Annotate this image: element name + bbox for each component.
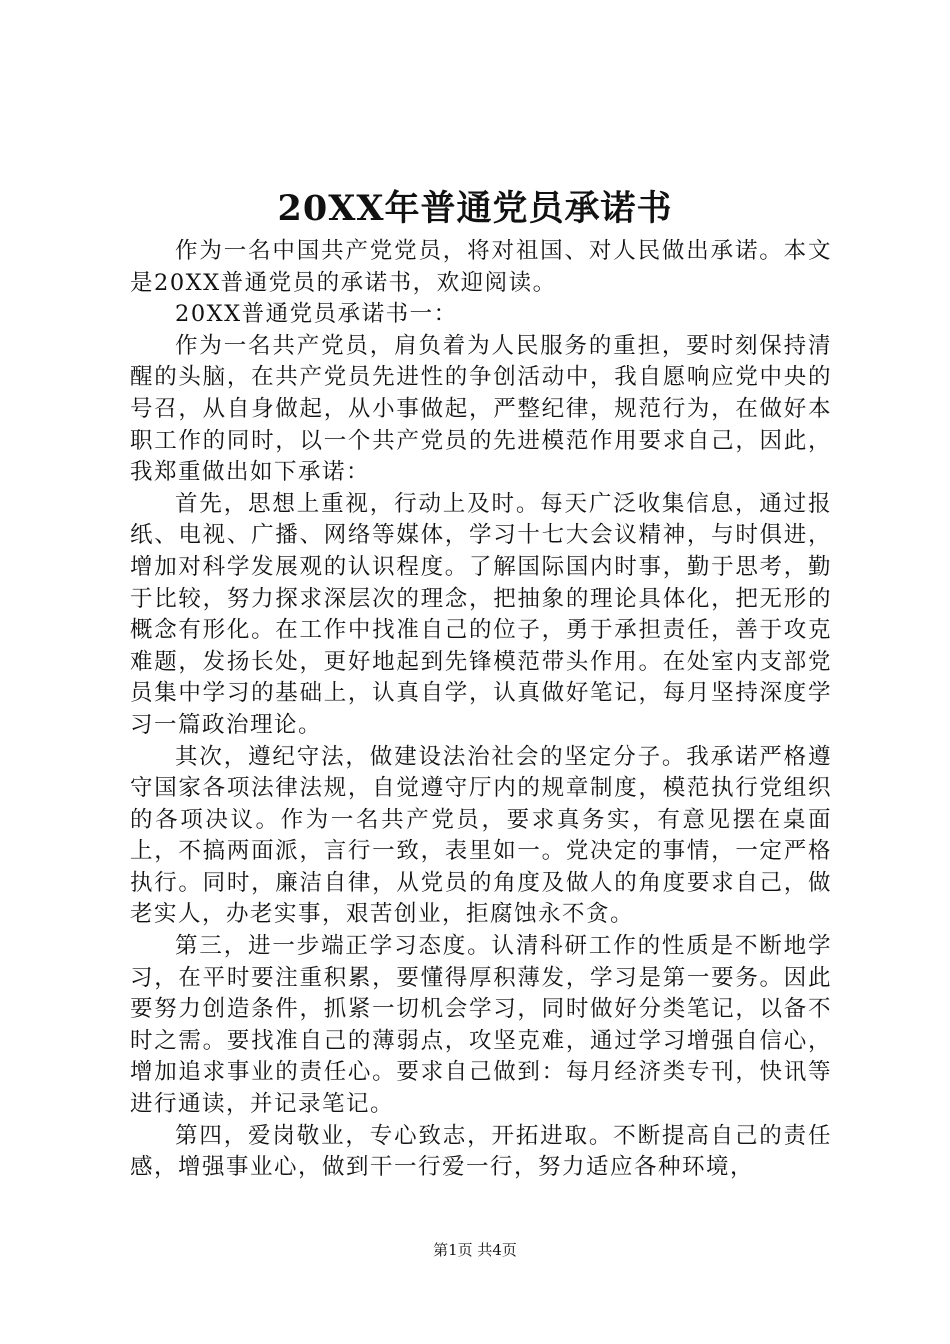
- document-body: [130, 236, 832, 1184]
- paragraph-pledge-preamble: 作为一名共产党员，肩负着为人民服务的重担，要时刻保持清醒的头脑，在共产党员先进性的争创活动中，我自愿响应党中央的号召，从自身做起，从小事做起，严整纪律，规范行为，在做好本职工作的同时，以一个共产党员的先进模范作用要求自己，因此，我郑重做出如下承诺：: [130, 332, 832, 486]
- paragraph-third-point: 第三，进一步端正学习态度。认清科研工作的性质是不断地学习，在平时要注重积累，要懂得厚积薄发，学习是第一要务。因此要努力创造条件，抓紧一切机会学习，同时做好分类笔记，以备不时之需。要找准自己的薄弱点，攻坚克难，通过学习增强自信心，增加追求事业的责任心。要求自己做到：每月经济类专刊，快讯等进行通读，并记录笔记。: [130, 933, 832, 1118]
- paragraph-subheading: 20XX普通党员承诺书一：: [175, 301, 458, 328]
- page-footer: 第1页 共4页: [433, 1241, 517, 1259]
- document-title: 20XX年普通党员承诺书: [277, 188, 673, 229]
- paragraph-intro: 作为一名中国共产党党员，将对祖国、对人民做出承诺。本文是20XX普通党员的承诺书，欢迎阅读。: [130, 238, 832, 296]
- paragraph-first-point: 首先，思想上重视，行动上及时。每天广泛收集信息，通过报纸、电视、广播、网络等媒体，学习十七大会议精神，与时俱进，增加对科学发展观的认识程度。了解国际国内时事，勤于思考，勤于比较，努力探求深层次的理念，把抽象的理论具体化，把无形的概念有形化。在工作中找准自己的位子，勇于承担责任，善于攻克难题，发扬长处，更好地起到先锋模范带头作用。在处室内支部党员集中学习的基础上，认真自学，认真做好笔记，每月坚持深度学习一篇政治理论。: [130, 490, 832, 738]
- paragraph-fourth-point: 第四，爱岗敬业，专心致志，开拓进取。不断提高自己的责任感，增强事业心，做到干一行爱一行，努力适应各种环境，: [130, 1122, 832, 1181]
- paragraph-second-point: 其次，遵纪守法，做建设法治社会的坚定分子。我承诺严格遵守国家各项法律法规，自觉遵守厅内的规章制度，模范执行党组织的各项决议。作为一名共产党员，要求真务实，有意见摆在桌面上，不搞两面派，言行一致，表里如一。党决定的事情，一定严格执行。同时，廉洁自律，从党员的角度及做人的角度要求自己，做老实人，办老实事，艰苦创业，拒腐蚀永不贪。: [130, 743, 832, 928]
